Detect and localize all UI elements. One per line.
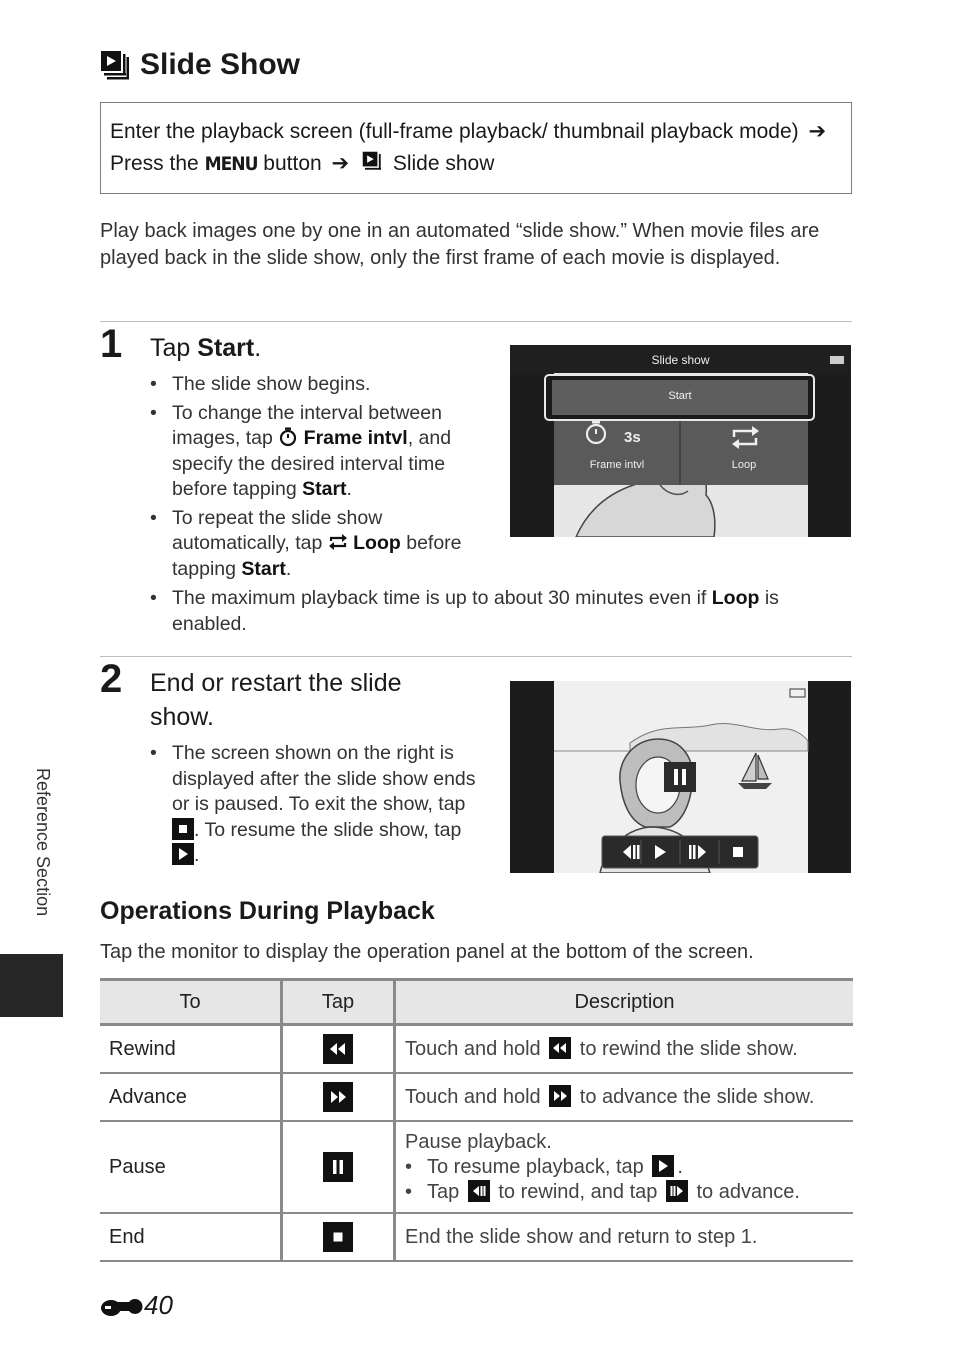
list-item: • To change the interval between images, tap Frame intvl, and specify the desired interval time before tapping Start. bbox=[150, 401, 480, 503]
description-list bbox=[405, 1155, 844, 1205]
operations-table bbox=[100, 978, 853, 1262]
step-forward-icon bbox=[666, 1180, 688, 1202]
pause-icon bbox=[323, 1152, 353, 1182]
timer-icon bbox=[278, 427, 298, 447]
camera-screen-graphic bbox=[510, 681, 851, 873]
row-label: End bbox=[100, 1213, 282, 1261]
list-item: • The screen shown on the right is displayed after the slide show ends or is paused. To exit the show, tap . To resume the slide show, tap . bbox=[150, 741, 480, 869]
fast-forward-icon bbox=[323, 1082, 353, 1112]
camera-screen-paused bbox=[510, 681, 851, 873]
interval-value: 3s bbox=[624, 429, 641, 446]
table-header-row bbox=[100, 980, 853, 1025]
step-number: 2 bbox=[100, 657, 123, 701]
nav-text: button bbox=[263, 152, 322, 175]
row-description bbox=[395, 1121, 854, 1213]
fast-forward-icon bbox=[549, 1085, 571, 1107]
menu-button-label: MENU bbox=[204, 153, 258, 175]
rewind-icon bbox=[549, 1037, 571, 1059]
list-item: • Tap to rewind, and tap to advance. bbox=[405, 1180, 844, 1205]
table-row bbox=[100, 1213, 853, 1261]
list-item: • The maximum playback time is up to about 30 minutes even if Loop is enabled. bbox=[150, 586, 810, 637]
frame-intvl-button[interactable]: Frame intvl bbox=[589, 459, 645, 471]
section-side-label: Reference Section bbox=[33, 768, 53, 917]
section-intro: Tap the monitor to display the operation panel at the bottom of the screen. bbox=[100, 941, 754, 963]
arrow-right-icon: ➔ bbox=[331, 152, 350, 175]
row-label: Pause bbox=[100, 1121, 282, 1213]
tap-cell bbox=[282, 1121, 395, 1213]
row-label: Advance bbox=[100, 1073, 282, 1121]
loop-icon bbox=[328, 532, 348, 552]
play-icon bbox=[652, 1155, 674, 1177]
slideshow-icon bbox=[100, 50, 130, 80]
row-description: Touch and hold to advance the slide show. bbox=[395, 1073, 854, 1121]
section-tab-marker bbox=[0, 954, 63, 1017]
list-item: • To resume playback, tap . bbox=[405, 1155, 844, 1180]
step-title-text: . bbox=[254, 334, 262, 362]
rewind-icon bbox=[323, 1034, 353, 1064]
nav-text: Slide show bbox=[392, 152, 495, 175]
step-title: End or restart the slide show. bbox=[150, 669, 402, 731]
column-header-tap: Tap bbox=[282, 980, 395, 1025]
intro-paragraph: Play back images one by one in an automated “slide show.” When movie files are played back in the slide show, only the first frame of each movie is displayed. bbox=[100, 220, 820, 269]
camera-screen-slideshow-menu bbox=[510, 345, 851, 537]
table-row bbox=[100, 1025, 853, 1074]
page-number-text: 40 bbox=[144, 1290, 173, 1320]
navigation-path-box bbox=[100, 102, 852, 194]
start-button[interactable]: Start bbox=[668, 390, 692, 402]
page-number bbox=[100, 1290, 173, 1321]
step2-bullets bbox=[150, 741, 480, 872]
camera-screen-graphic bbox=[510, 345, 851, 537]
arrow-right-icon: ➔ bbox=[808, 120, 827, 143]
divider bbox=[100, 656, 852, 657]
table-row bbox=[100, 1073, 853, 1121]
step-back-icon bbox=[468, 1180, 490, 1202]
divider bbox=[100, 321, 852, 322]
tap-cell bbox=[282, 1073, 395, 1121]
stop-icon bbox=[323, 1222, 353, 1252]
row-description: End the slide show and return to step 1. bbox=[395, 1213, 854, 1261]
play-icon bbox=[172, 843, 194, 865]
step-number: 1 bbox=[100, 322, 123, 366]
tap-cell bbox=[282, 1025, 395, 1074]
page-title: Slide Show bbox=[140, 48, 301, 81]
table-row bbox=[100, 1121, 853, 1213]
tap-cell bbox=[282, 1213, 395, 1261]
step-title-text: Tap bbox=[150, 334, 198, 362]
step1-bullets bbox=[150, 372, 480, 585]
list-item: • The slide show begins. bbox=[150, 372, 480, 398]
reference-section-e-icon bbox=[100, 1293, 144, 1319]
screen-header-title: Slide show bbox=[651, 353, 710, 367]
step-title-bold: Start bbox=[197, 334, 255, 362]
nav-text: Enter the playback screen (full-frame playback/ thumbnail playback mode) bbox=[110, 120, 799, 143]
page-title-row bbox=[100, 48, 300, 82]
description-text: Pause playback. bbox=[405, 1130, 552, 1153]
loop-button[interactable]: Loop bbox=[731, 459, 757, 471]
section-heading: Operations During Playback bbox=[100, 897, 435, 925]
column-header-description: Description bbox=[395, 980, 854, 1025]
row-description: Touch and hold to rewind the slide show. bbox=[395, 1025, 854, 1074]
column-header-to: To bbox=[100, 980, 282, 1025]
slideshow-icon bbox=[362, 151, 384, 173]
step1-bullets-wide bbox=[150, 586, 810, 640]
row-label: Rewind bbox=[100, 1025, 282, 1074]
list-item: • To repeat the slide show automatically, tap Loop before tapping Start. bbox=[150, 506, 480, 583]
nav-text: Press the bbox=[110, 152, 199, 175]
step-title bbox=[150, 331, 261, 365]
stop-icon bbox=[172, 818, 194, 840]
